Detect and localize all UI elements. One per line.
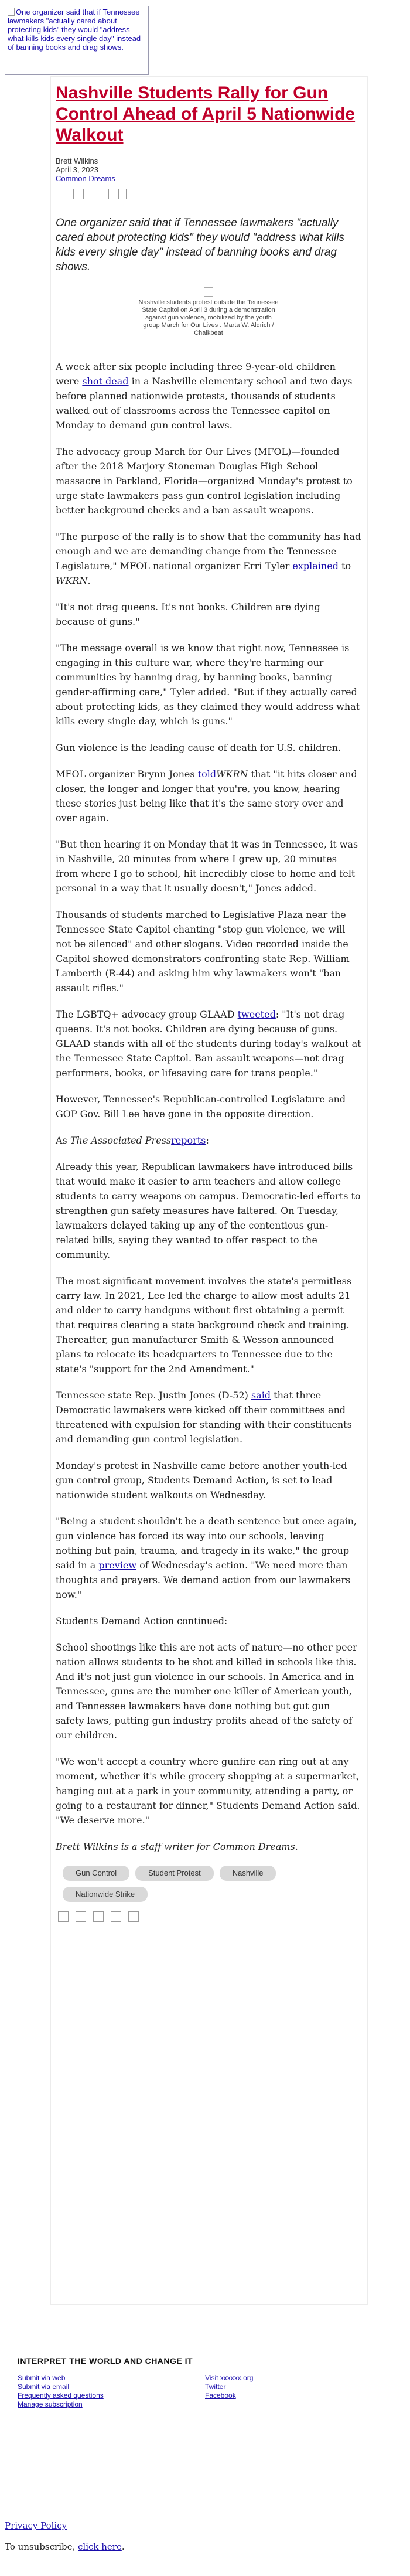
paragraph: Students Demand Action continued: xyxy=(56,1615,228,1626)
paragraph: Thousands of students marched to Legislative Plaza near the Tennessee State Capitol chanting "stop gun violence, we will not be silenced" and other slogans. Video recorded inside the Capitol showed demonstrators confronting state Rep. William Lamberth (R-44) and asking him why lawmakers won't "ban assault rifles." xyxy=(56,909,350,993)
legal-footer: Privacy Policy To unsubscribe, click here. xyxy=(5,2520,125,2552)
share-icons-bottom xyxy=(56,1911,361,1924)
inline-link[interactable]: preview xyxy=(98,1560,137,1571)
tag-pill[interactable]: Student Protest xyxy=(135,1866,214,1881)
article-dek: One organizer said that if Tennessee lawmakers "actually cared about protecting kids" they would "address what kills kids every single day" instead of banning books and drag shows. xyxy=(56,217,344,273)
inline-link[interactable]: said xyxy=(251,1390,271,1401)
paragraph: "Being a student shouldn't be a death sentence but once again, gun violence has forced its way into our schools, leaving nothing but pain, trauma, and tragedy in its wake," the group said in a preview of Wednesday's action. "We need more than thoughts and prayers. We demand action from our lawmakers now." xyxy=(56,1516,357,1600)
facebook-share-icon[interactable] xyxy=(56,189,66,199)
footer-left-links xyxy=(18,2374,146,2409)
inline-link[interactable]: shot dead xyxy=(82,376,129,387)
paragraph: The most significant movement involves the state's permitless carry law. In 2021, Lee led the charge to allow most adults 21 and older to carry handguns without first obtaining a permit that requires clearing a state background check and training. Thereafter, gun manufacturer Smith & Wesson announced plans to relocate its headquarters to Tennessee due to the state's "support for the 2nd Amendment." xyxy=(56,1275,351,1374)
print-share-icon[interactable] xyxy=(126,189,136,199)
facebook-link[interactable]: Facebook xyxy=(205,2391,236,2400)
inline-link[interactable]: reports xyxy=(171,1135,206,1146)
manage-subscription-link[interactable]: Manage subscription xyxy=(18,2400,83,2408)
paragraph: Gun violence is the leading cause of death for U.S. children. xyxy=(56,742,341,753)
newsletter-footer xyxy=(18,2356,381,2409)
paragraph: A week after six people including three 9-year-old children were shot dead in a Nashville elementary school and two days before planned nationwide protests, thousands of students walked out of classrooms across the Tennessee capitol on Monday to demand gun control laws. xyxy=(56,361,353,431)
twitter-share-icon[interactable] xyxy=(76,1911,86,1922)
submit-email-link[interactable]: Submit via email xyxy=(18,2383,70,2391)
publish-date: April 3, 2023 xyxy=(56,165,98,174)
privacy-policy-link[interactable]: Privacy Policy xyxy=(5,2520,67,2531)
inline-link[interactable]: told xyxy=(197,768,217,780)
inline-link[interactable]: explained xyxy=(292,560,339,571)
article-body xyxy=(56,359,361,1854)
paragraph: MFOL organizer Brynn Jones toldWKRN that "it hits closer and closer, the longer and longer that you're, you know, hearing these stories just being like that it's the same story over and over again. xyxy=(56,768,357,823)
source-link[interactable]: Common Dreams xyxy=(56,174,115,183)
tag-list xyxy=(56,1866,361,1908)
paragraph: "It's not drag queens. It's not books. Children are dying because of guns." xyxy=(56,601,320,627)
unsubscribe-link[interactable]: click here xyxy=(78,2541,122,2552)
author-signature: Brett Wilkins is a staff writer for Common Dreams. xyxy=(56,1841,298,1852)
broken-image-icon xyxy=(8,8,15,16)
tag-pill[interactable]: Nationwide Strike xyxy=(63,1887,148,1902)
tag-pill[interactable]: Nashville xyxy=(220,1866,276,1881)
share-icons-top xyxy=(56,189,361,202)
article-figure xyxy=(56,287,361,337)
article-photo xyxy=(204,287,213,297)
photo-caption: Nashville students protest outside the Tennessee State Capitol on April 3 during a demonstration against gun violence, mobilized by the youth group March for Our Lives . Marta W. Aldrich / Chalkbeat xyxy=(138,299,279,336)
paragraph: "The purpose of the rally is to show that the community has had enough and we are demanding change from the Tennessee Legislature," MFOL national organizer Erri Tyler explained to WKRN. xyxy=(56,531,361,586)
twitter-link[interactable]: Twitter xyxy=(205,2383,226,2391)
byline xyxy=(56,156,361,183)
tag-pill[interactable]: Gun Control xyxy=(63,1866,129,1881)
facebook-share-icon[interactable] xyxy=(58,1911,69,1922)
email-share-icon[interactable] xyxy=(111,1911,121,1922)
inline-link[interactable]: tweeted xyxy=(237,1009,276,1020)
paragraph: The advocacy group March for Our Lives (MFOL)—founded after the 2018 Marjory Stoneman Douglas High School massacre in Parkland, Florida—organized Monday's protest to urge state lawmakers pass gun control legislation including better background checks and a ban assault weapons. xyxy=(56,446,353,516)
unsubscribe-text: To unsubscribe, xyxy=(5,2541,78,2552)
header-image xyxy=(5,6,149,75)
paragraph: However, Tennessee's Republican-controlled Legislature and GOP Gov. Bill Lee have gone in the opposite direction. xyxy=(56,1094,346,1119)
footer-right-links xyxy=(205,2374,334,2409)
header-image-alt: One organizer said that if Tennessee lawmakers "actually cared about protecting kids" they would "address what kills kids every single day" instead of banning books and drag shows. xyxy=(8,8,141,52)
paragraph: "We won't accept a country where gunfire can ring out at any moment, whether it's while grocery shopping at a supermarket, hanging out at a park in your community, attending a party, or going to a restaurant for dinner," Students Demand Action said. "We deserve more." xyxy=(56,1756,360,1826)
faq-link[interactable]: Frequently asked questions xyxy=(18,2391,104,2400)
paragraph: As The Associated Pressreports: xyxy=(56,1135,209,1146)
footer-heading: INTERPRET THE WORLD AND CHANGE IT xyxy=(18,2356,193,2366)
print-share-icon[interactable] xyxy=(128,1911,139,1922)
article-card xyxy=(50,76,368,2305)
paragraph: "The message overall is we know that right now, Tennessee is engaging in this culture war, where they're harming our communities by banning drag, by banning books, banning gender-affirming care," Tyler added. "But if they actually cared about protecting kids, as they claimed they would address what kills every single day, which is guns." xyxy=(56,642,360,727)
twitter-share-icon[interactable] xyxy=(73,189,84,199)
submit-web-link[interactable]: Submit via web xyxy=(18,2374,66,2382)
blockquote-paragraph: Already this year, Republican lawmakers have introduced bills that would make it easier to arm teachers and allow college students to carry weapons on campus. Democratic-led efforts to strengthen gun safety measures have faltered. On Tuesday, lawmakers delayed taking up any of the contentious gun-related bills, saying they wanted to offer respect to the community. xyxy=(56,1161,361,1260)
blockquote-paragraph: School shootings like this are not acts of nature—no other peer nation allows students to be shot and killed in schools like this. And it's not just gun violence in our schools. In America and in Tennessee, guns are the number one killer of American youth, and Tennessee lawmakers have done nothing but gut gun safety laws, putting gun industry profits ahead of the safety of our children. xyxy=(56,1642,357,1741)
linkedin-share-icon[interactable] xyxy=(93,1911,104,1922)
paragraph: The LGBTQ+ advocacy group GLAAD tweeted: "It's not drag queens. It's not books. Children are dying because of guns. GLAAD stands with all of the students during today's walkout at the Tennessee State Capitol. Ban assault weapons—not drag performers, books, or lifesaving care for trans people." xyxy=(56,1009,361,1078)
paragraph: Monday's protest in Nashville came before another youth-led gun control group, Students Demand Action, is set to lead nationwide student walkouts on Wednesday. xyxy=(56,1460,347,1500)
paragraph: Tennessee state Rep. Justin Jones (D-52) said that three Democratic lawmakers were kicked off their committees and threatened with expulsion for standing with their constituents and demanding gun control legislation. xyxy=(56,1390,352,1445)
author-name: Brett Wilkins xyxy=(56,156,98,165)
visit-site-link[interactable]: Visit xxxxxx.org xyxy=(205,2374,254,2382)
email-share-icon[interactable] xyxy=(108,189,119,199)
linkedin-share-icon[interactable] xyxy=(91,189,101,199)
article-title[interactable]: Nashville Students Rally for Gun Control Ahead of April 5 Nationwide Walkout xyxy=(56,83,356,145)
paragraph: "But then hearing it on Monday that it was in Tennessee, it was in Nashville, 20 minutes from where I grew up, 20 minutes from where I go to school, hit incredibly close to home and felt personal in a way that it usually doesn't," Jones added. xyxy=(56,839,358,894)
